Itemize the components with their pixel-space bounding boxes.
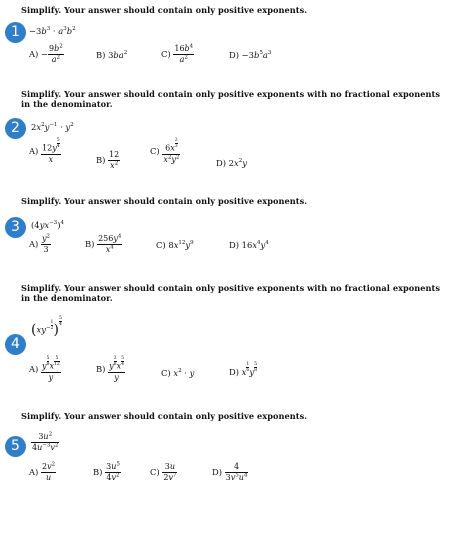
choice-b[interactable]: B) $\frac{256y^4}{x^4}$ [85,233,122,254]
problem-expression: (xy− $\frac{1}{2}$ ) $\frac{5}{4}$ [31,316,62,338]
choice-a[interactable]: A) − $\frac{9b^2}{a^2}$ [29,43,63,64]
choice-label: C) [161,368,171,378]
choice-b[interactable]: B) y $\frac{3}{8}$ x $\frac{5}{4}$ y [96,356,125,382]
question-number-badge: 3 [5,217,26,238]
instruction-no-fractional-exponents: Simplify. Your answer should contain only positive exponents with no fractional exponents in the denominator. [21,283,441,303]
choice-a[interactable]: A) $\frac{2v^2}{u}$ [29,461,56,482]
choice-label: C) [161,49,171,59]
choice-a[interactable]: A) y $\frac{5}{8}$ x $\frac{5}{12}$ y [29,356,60,382]
instruction-positive-exponents: Simplify. Your answer should contain only positive exponents. [21,196,308,206]
choice-label: B) [96,50,106,60]
problem-expression: $2x^2y^{-1} \cdot y^2$ [31,122,74,132]
choice-label: C) [156,240,166,250]
question-number-badge: 2 [5,118,26,139]
choice-c[interactable]: C) 6x $\frac{2}{3}$ $x^2y^2$ [150,138,180,164]
choice-a[interactable]: A) $\frac{y^2}{3}$ [29,233,51,254]
instruction-no-fractional-exponents: Simplify. Your answer should contain only positive exponents with no fractional exponents in the denominator. [21,89,441,109]
question-number-badge: 1 [5,22,26,43]
choice-label: B) [96,363,106,374]
choice-label: A) [29,239,39,249]
choice-c[interactable]: C) $\frac{3u}{2v^7}$ [150,462,177,482]
problem-expression: $\frac{3u^2}{4u^{-3}v^2}$ [32,431,59,452]
choice-label: D) [216,158,226,168]
choice-b[interactable]: B) $\frac{12}{x^2}$ [96,150,120,170]
instruction-positive-exponents: Simplify. Your answer should contain only positive exponents. [21,411,308,421]
choice-b[interactable]: B) $\frac{3u^5}{4v^2}$ [93,461,120,482]
choice-label: A) [29,363,39,374]
question-number-badge: 5 [5,436,26,457]
choice-b[interactable]: B) $3ba^2$ [96,50,128,60]
choice-c[interactable]: C) $\frac{16b^4}{a^2}$ [161,43,194,64]
choice-label: C) [150,145,160,156]
choice-label: A) [29,145,39,156]
choice-d[interactable]: $D) -3b^5a^3$ [229,50,272,60]
problem-expression: $-3b^3 \cdot a^3b^2$ [29,26,76,36]
choice-label: B) [93,467,103,477]
question-number-badge: 4 [5,334,26,355]
instruction-positive-exponents: Simplify. Your answer should contain only positive exponents. [21,5,308,15]
choice-label: C) [150,467,160,477]
choice-c[interactable]: C) $x^2 \cdot y$ [161,368,195,378]
choice-a[interactable]: A) 12y $\frac{5}{4}$ x [29,138,60,164]
choice-label: A) [29,467,39,477]
choice-d[interactable]: D) $16x^4y^4$ [229,240,269,250]
choice-label: A) [29,49,39,59]
choice-label: D) [229,366,239,377]
choice-label: D) [229,240,239,250]
choice-label: D) [229,50,239,60]
choice-d[interactable]: D) x $\frac{1}{6}$ y $\frac{5}{8}$ [229,362,257,377]
choice-d[interactable]: D) $\frac{4}{3v^5u^4}$ [212,462,248,482]
choice-d[interactable]: D) $2x^2y$ [216,158,247,168]
problem-expression: $(4yx^{-3})^4$ [31,220,64,230]
choice-label: B) [96,155,106,165]
choice-c[interactable]: C) $8x^{12}y^9$ [156,240,194,250]
choice-label: B) [85,239,95,249]
choice-label: D) [212,467,222,477]
